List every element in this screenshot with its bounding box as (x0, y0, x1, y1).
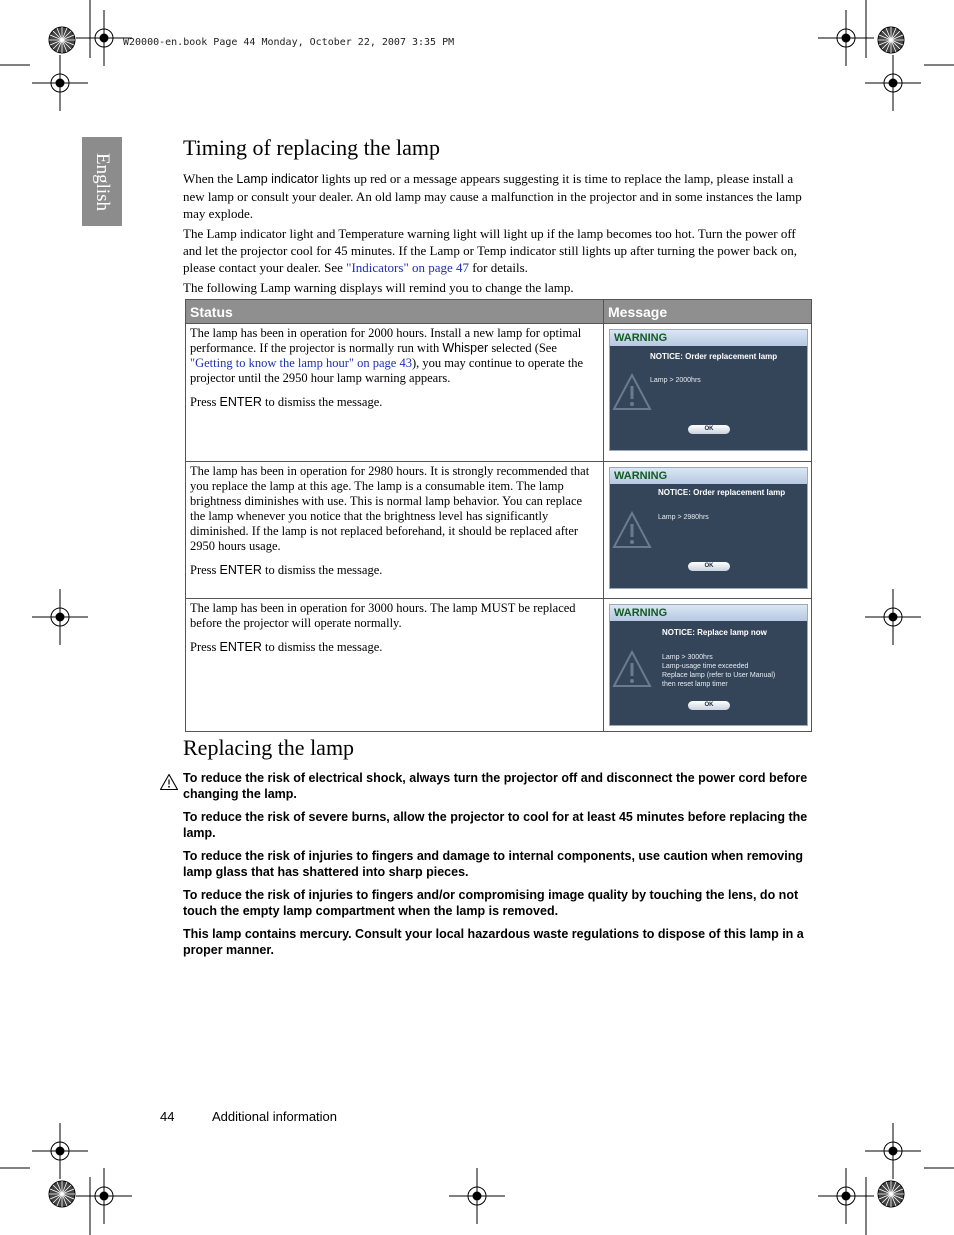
section-title-replacing: Replacing the lamp (183, 735, 355, 760)
caution-severe-burns: To reduce the risk of severe burns, allow the projector to cool for at least 45 minutes before replacing the lamp. (183, 810, 808, 840)
key-enter: ENTER (219, 640, 262, 654)
link-lamp-hour[interactable]: "Getting to know the lamp hour" on page 43 (190, 356, 412, 370)
warning-title: WARNING (610, 468, 807, 484)
key-enter: ENTER (219, 563, 262, 577)
book-header-line: W20000-en.book Page 44 Monday, October 22, 2007 3:35 PM (123, 37, 455, 48)
language-tab-label: English (92, 152, 113, 211)
warning-screen (609, 467, 808, 589)
message-cell (604, 324, 812, 462)
warning-details: Lamp > 3000hrs Lamp-usage time exceeded Replace lamp (refer to User Manual) then reset lamp timer (662, 654, 776, 688)
dismiss-instruction: Press ENTER to dismiss the message. (190, 563, 383, 577)
warning-title: WARNING (610, 605, 807, 621)
link-indicators[interactable]: "Indicators" on page 47 (346, 260, 470, 275)
status-text: The lamp has been in operation for 2000 hours. Install a new lamp for optimal performance. If the projector is normally run with Whisper selected (See "Getting to know the lamp hour" on page 43), you may continue to operate the projector until the 2950 hour lamp warning appears. (190, 326, 584, 385)
status-cell (186, 599, 604, 732)
message-cell (604, 599, 812, 732)
column-header-message: Message (604, 300, 812, 324)
paragraph-warning-displays: The following Lamp warning displays will remind you to change the lamp. (183, 280, 574, 295)
warning-notice: NOTICE: Order replacement lamp (658, 488, 786, 497)
column-header-status: Status (186, 300, 604, 324)
dismiss-instruction: Press ENTER to dismiss the message. (190, 640, 383, 654)
term-lamp-indicator: Lamp indicator (236, 172, 319, 186)
table-row (186, 462, 812, 599)
caution-electrical-shock: To reduce the risk of electrical shock, always turn the projector off and disconnect the power cord before changing the lamp. (183, 771, 808, 801)
warning-notice: NOTICE: Replace lamp now (662, 628, 767, 637)
status-text: The lamp has been in operation for 2980 hours. It is strongly recommended that you replace the lamp at this age. The lamp is a consumable item. The lamp brightness diminishes with use. This is normal lamp behavior. You can replace the lamp whenever you notice that the brightness level has significantly diminished. If the lamp is not replaced beforehand, it should be replaced after 2950 hours usage. (190, 464, 590, 553)
status-cell (186, 324, 604, 462)
term-whisper: Whisper (442, 341, 489, 355)
lamp-warning-table (185, 299, 812, 732)
warning-triangle-icon (612, 372, 652, 412)
table-row (186, 599, 812, 732)
ok-button[interactable]: OK (688, 425, 730, 434)
warning-triangle-icon (612, 649, 652, 689)
warning-details: Lamp > 2000hrs (650, 377, 701, 384)
warning-screen (609, 329, 808, 451)
dismiss-instruction: Press ENTER to dismiss the message. (190, 395, 383, 409)
caution-lamp-compartment: To reduce the risk of injuries to fingers and/or compromising image quality by touching the lens, do not touch the empty lamp compartment when the lamp is removed. (183, 888, 799, 918)
ok-button[interactable]: OK (688, 701, 730, 710)
warning-title: WARNING (610, 330, 807, 346)
footer-section-name: Additional information (212, 1109, 338, 1124)
caution-mercury: This lamp contains mercury. Consult your local hazardous waste regulations to dispose of this lamp in a proper manner. (183, 927, 804, 957)
warning-triangle-icon (612, 510, 652, 550)
paragraph-temperature-warning: The Lamp indicator light and Temperature warning light will light up if the lamp becomes too hot. Turn the power off and let the projector cool for 45 minutes. If the Lamp or Temp indicator still lights up after turning the power back on, please contact your dealer. See "Indicators" on page 47 for details. (183, 226, 798, 275)
warning-screen (609, 604, 808, 726)
page-number: 44 (160, 1109, 175, 1124)
section-title-timing: Timing of replacing the lamp (183, 135, 441, 160)
status-cell (186, 462, 604, 599)
warning-notice: NOTICE: Order replacement lamp (650, 352, 778, 361)
ok-button[interactable]: OK (688, 562, 730, 571)
caution-triangle-icon (159, 773, 179, 791)
caution-shattered-glass: To reduce the risk of injuries to fingers and damage to internal components, use caution when removing lamp glass that has shattered into sharp pieces. (183, 849, 804, 879)
key-enter: ENTER (219, 395, 262, 409)
paragraph-lamp-indicator: When the Lamp indicator lights up red or a message appears suggesting it is time to replace the lamp, please install a new lamp or consult your dealer. An old lamp may cause a malfunction in the projector and in some instances the lamp may explode. (183, 171, 802, 221)
table-row (186, 324, 812, 462)
language-tab (82, 137, 122, 226)
status-text: The lamp has been in operation for 3000 hours. The lamp MUST be replaced before the projector will operate normally. (190, 601, 576, 630)
message-cell (604, 462, 812, 599)
warning-details: Lamp > 2980hrs (658, 514, 709, 521)
